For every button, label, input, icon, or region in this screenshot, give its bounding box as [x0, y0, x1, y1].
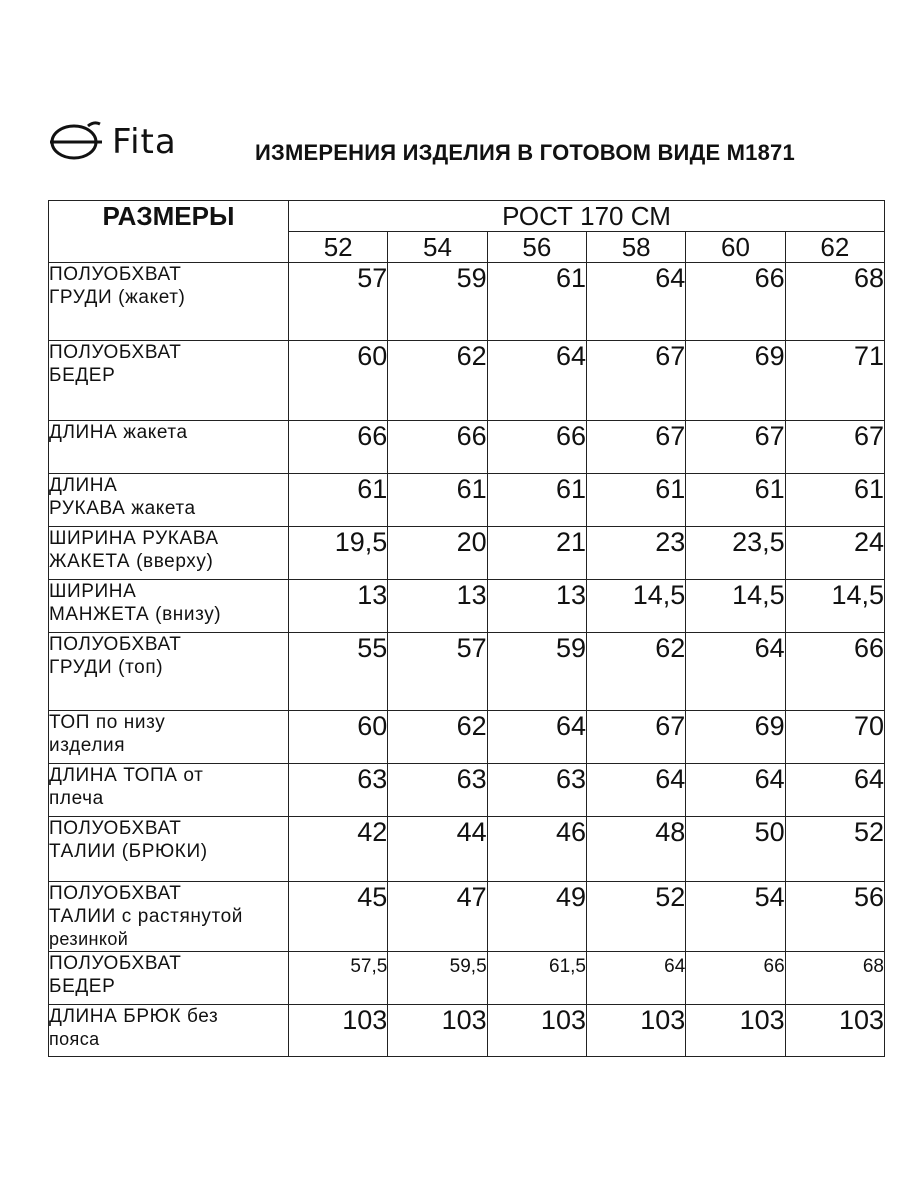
measurement-label	[49, 952, 289, 1005]
measurement-value: 48	[586, 817, 685, 882]
measurement-value: 103	[785, 1005, 884, 1057]
measurement-value: 63	[388, 764, 487, 817]
measurement-value: 55	[289, 633, 388, 711]
measurement-value: 21	[487, 527, 586, 580]
measurement-value: 103	[487, 1005, 586, 1057]
measurement-value: 60	[289, 341, 388, 421]
measurement-value: 69	[686, 711, 785, 764]
measurement-value: 56	[785, 882, 884, 952]
measurement-value: 67	[785, 421, 884, 474]
measurement-value: 66	[487, 421, 586, 474]
measurement-value: 47	[388, 882, 487, 952]
measurement-value: 46	[487, 817, 586, 882]
measurement-value: 103	[686, 1005, 785, 1057]
measurement-label-line: ПОЛУОБХВАТ	[49, 264, 182, 285]
table-row	[49, 263, 885, 341]
sizes-header: РАЗМЕРЫ	[49, 201, 289, 263]
measurement-value: 54	[686, 882, 785, 952]
measurement-label-line: изделия	[49, 735, 126, 756]
measurement-label-line: пояса	[49, 1029, 100, 1049]
table-row	[49, 580, 885, 633]
size-chart-table	[48, 200, 885, 1057]
measurement-value: 20	[388, 527, 487, 580]
measurement-value: 24	[785, 527, 884, 580]
measurement-value: 57,5	[289, 952, 388, 1005]
measurement-label	[49, 817, 289, 882]
measurement-value: 23,5	[686, 527, 785, 580]
measurement-value: 61	[487, 474, 586, 527]
measurement-value: 14,5	[686, 580, 785, 633]
table-row	[49, 421, 885, 474]
measurement-label-line: плеча	[49, 788, 104, 809]
measurement-value: 66	[388, 421, 487, 474]
measurement-label	[49, 633, 289, 711]
measurement-value: 61,5	[487, 952, 586, 1005]
measurement-value: 69	[686, 341, 785, 421]
measurement-value: 63	[487, 764, 586, 817]
measurement-label-line: ТОП по низу	[49, 712, 166, 733]
measurement-value: 42	[289, 817, 388, 882]
measurement-value: 103	[289, 1005, 388, 1057]
measurement-value: 59	[487, 633, 586, 711]
measurement-value: 67	[586, 711, 685, 764]
measurement-value: 61	[388, 474, 487, 527]
measurement-label	[49, 263, 289, 341]
measurement-value: 64	[686, 633, 785, 711]
measurement-label	[49, 341, 289, 421]
table-row	[49, 474, 885, 527]
measurement-label-line: ПОЛУОБХВАТ	[49, 818, 182, 839]
measurement-value: 68	[785, 263, 884, 341]
measurement-value: 14,5	[785, 580, 884, 633]
measurement-label-line: ЖАКЕТА (вверху)	[49, 551, 214, 572]
measurement-value: 70	[785, 711, 884, 764]
measurement-value: 61	[586, 474, 685, 527]
fita-logo-icon	[48, 120, 104, 164]
size-header-cell: 56	[487, 232, 586, 263]
measurement-value: 19,5	[289, 527, 388, 580]
measurement-value: 44	[388, 817, 487, 882]
table-row	[49, 711, 885, 764]
measurement-value: 71	[785, 341, 884, 421]
measurement-label-line: ПОЛУОБХВАТ	[49, 953, 182, 974]
measurement-label-line: ПОЛУОБХВАТ	[49, 634, 182, 655]
measurement-label-line: резинкой	[49, 929, 129, 949]
measurement-label-line: ТАЛИИ (БРЮКИ)	[49, 841, 208, 862]
measurement-label-line: БЕДЕР	[49, 365, 116, 386]
size-header-cell: 58	[586, 232, 685, 263]
table-row	[49, 764, 885, 817]
measurement-label	[49, 580, 289, 633]
table-row	[49, 952, 885, 1005]
measurement-value: 64	[487, 711, 586, 764]
measurement-label	[49, 1005, 289, 1057]
table-row	[49, 341, 885, 421]
brand-name: Fita	[112, 122, 177, 162]
measurement-value: 52	[785, 817, 884, 882]
measurement-value: 49	[487, 882, 586, 952]
measurement-label	[49, 882, 289, 952]
table-row	[49, 1005, 885, 1057]
measurement-label	[49, 764, 289, 817]
measurement-value: 66	[686, 263, 785, 341]
measurement-value: 13	[388, 580, 487, 633]
measurement-value: 64	[785, 764, 884, 817]
table-row	[49, 817, 885, 882]
measurement-value: 62	[388, 341, 487, 421]
measurement-value: 61	[785, 474, 884, 527]
measurement-value: 62	[388, 711, 487, 764]
table-header-row	[49, 201, 885, 232]
measurement-label-line: ГРУДИ (жакет)	[49, 287, 186, 308]
measurement-value: 13	[289, 580, 388, 633]
measurement-label-line: ДЛИНА	[49, 475, 118, 496]
measurement-value: 13	[487, 580, 586, 633]
measurement-value: 61	[487, 263, 586, 341]
size-header-cell: 60	[686, 232, 785, 263]
measurement-value: 64	[586, 952, 685, 1005]
brand-logo	[48, 120, 177, 164]
measurement-value: 52	[586, 882, 685, 952]
measurement-label-line: ШИРИНА	[49, 581, 137, 602]
measurement-label-line: ДЛИНА ТОПА от	[49, 765, 204, 786]
measurement-value: 61	[289, 474, 388, 527]
table-row	[49, 527, 885, 580]
table-row	[49, 633, 885, 711]
size-header-cell: 54	[388, 232, 487, 263]
measurement-value: 66	[686, 952, 785, 1005]
measurement-value: 45	[289, 882, 388, 952]
measurement-value: 59	[388, 263, 487, 341]
measurement-value: 67	[586, 341, 685, 421]
measurement-label-line: ГРУДИ (топ)	[49, 657, 164, 678]
measurement-label	[49, 527, 289, 580]
measurement-label-line: РУКАВА жакета	[49, 498, 196, 519]
measurement-value: 50	[686, 817, 785, 882]
page-title: ИЗМЕРЕНИЯ ИЗДЕЛИЯ В ГОТОВОМ ВИДЕ М1871	[255, 140, 795, 165]
measurement-value: 64	[487, 341, 586, 421]
measurement-label-line: ПОЛУОБХВАТ	[49, 342, 182, 363]
measurement-value: 64	[586, 263, 685, 341]
measurement-value: 67	[586, 421, 685, 474]
size-header-cell: 62	[785, 232, 884, 263]
measurement-value: 66	[289, 421, 388, 474]
measurement-label-line: ТАЛИИ с растянутой	[49, 906, 243, 927]
measurement-value: 59,5	[388, 952, 487, 1005]
measurement-value: 68	[785, 952, 884, 1005]
measurement-label-line: ПОЛУОБХВАТ	[49, 883, 182, 904]
size-header-cell: 52	[289, 232, 388, 263]
measurement-value: 103	[388, 1005, 487, 1057]
measurement-value: 57	[388, 633, 487, 711]
measurement-value: 23	[586, 527, 685, 580]
measurement-label-line: ШИРИНА РУКАВА	[49, 528, 219, 549]
measurement-value: 67	[686, 421, 785, 474]
measurement-value: 14,5	[586, 580, 685, 633]
measurement-value: 61	[686, 474, 785, 527]
measurement-label	[49, 474, 289, 527]
measurement-label-line: ДЛИНА жакета	[49, 422, 188, 443]
measurement-label-line: ДЛИНА БРЮК без	[49, 1006, 219, 1027]
table-row	[49, 882, 885, 952]
measurement-value: 103	[586, 1005, 685, 1057]
measurement-value: 57	[289, 263, 388, 341]
measurement-label-line: МАНЖЕТА (внизу)	[49, 604, 222, 625]
measurement-value: 60	[289, 711, 388, 764]
measurement-value: 66	[785, 633, 884, 711]
measurement-label	[49, 421, 289, 474]
measurement-value: 63	[289, 764, 388, 817]
measurement-value: 64	[686, 764, 785, 817]
measurement-label-line: БЕДЕР	[49, 976, 116, 997]
measurement-value: 62	[586, 633, 685, 711]
height-header: РОСТ 170 СМ	[289, 201, 885, 232]
measurement-label	[49, 711, 289, 764]
measurement-value: 64	[586, 764, 685, 817]
